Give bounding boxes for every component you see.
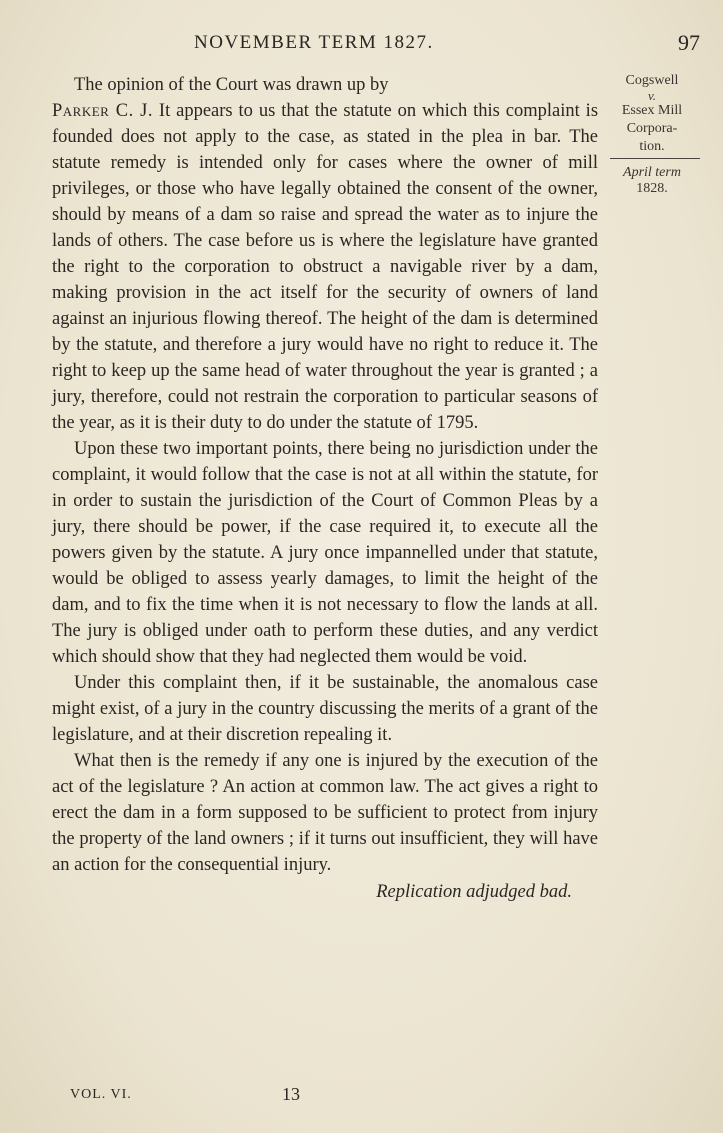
margin-divider [610, 158, 700, 159]
signature-mark: 13 [282, 1084, 300, 1104]
opinion-intro: The opinion of the Court was drawn up by [74, 75, 389, 95]
case-name-line: Cogswell [625, 73, 679, 88]
page-footer [70, 1084, 470, 1108]
running-head: NOVEMBER TERM 1827. [194, 32, 434, 53]
opinion-text [52, 72, 598, 905]
margin-note [604, 72, 700, 198]
judge-name: Parker C. J. [52, 101, 153, 121]
case-name-line: Corpora- [626, 121, 678, 136]
paragraph: Upon these two important points, there being no jurisdiction under the complaint, it would follow that the case is not at all within the statute, for in order to sustain the jurisdiction of the Court of Common Pleas by a jury, there should be power, if the case required it, to execute all the powers given by the statute. A jury once impannelled under that statute, would be obliged to assess yearly damages, to limit the height of the dam, and to fix the time when it is not necessary to flow the lands at all. The jury is obliged under oath to perform these duties, and any verdict which should show that they had neglected them would be void. [52, 439, 598, 667]
case-name-line: tion. [639, 139, 665, 154]
term-label: April term [623, 165, 681, 180]
page-number: 97 [678, 30, 700, 55]
term-year: 1828. [636, 181, 668, 196]
paragraph: What then is the remedy if any one is injured by the execution of the act of the legislature ? An action at common law. The act gives a right to erect the dam in a form supposed to be sufficient to protect from injury the property of the land owners ; if it turns out insufficient, they will have an action for the consequential injury. [52, 751, 598, 875]
paragraph: Under this complaint then, if it be sustainable, the anomalous case might exist, of a jury in the country discussing the merits of a grant of the legislature, and at their discretion repealing it. [52, 673, 598, 745]
disposition: Replication adjudged bad. [376, 882, 572, 902]
page-header [60, 30, 700, 60]
paragraph [52, 98, 598, 436]
paragraph-text: It appears to us that the statute on which this complaint is founded does not apply to the case, as stated in the plea in bar. The statute remedy is intended only for cases where the owner of mill privileges, or those who have legally obtained the consent of the owner, should by means of a dam so raise and spread the water as to injure the lands of others. The case before us is where the legislature have granted the right to the corporation to obstruct a navigable river by a dam, making provision in the act itself for the security of owners of land against an injurious flowing thereof. The height of the dam is determined by the statute, and therefore a jury would have no right to reduce it. The right to keep up the same head of water throughout the year is granted ; a jury, therefore, could not restrain the corporation to particular seasons of the year, as it is their duty to do under the statute of 1795. [52, 101, 599, 433]
case-versus: v. [647, 88, 657, 103]
case-name-line: Essex Mill [621, 103, 683, 118]
volume-label: VOL. VI. [70, 1087, 132, 1102]
